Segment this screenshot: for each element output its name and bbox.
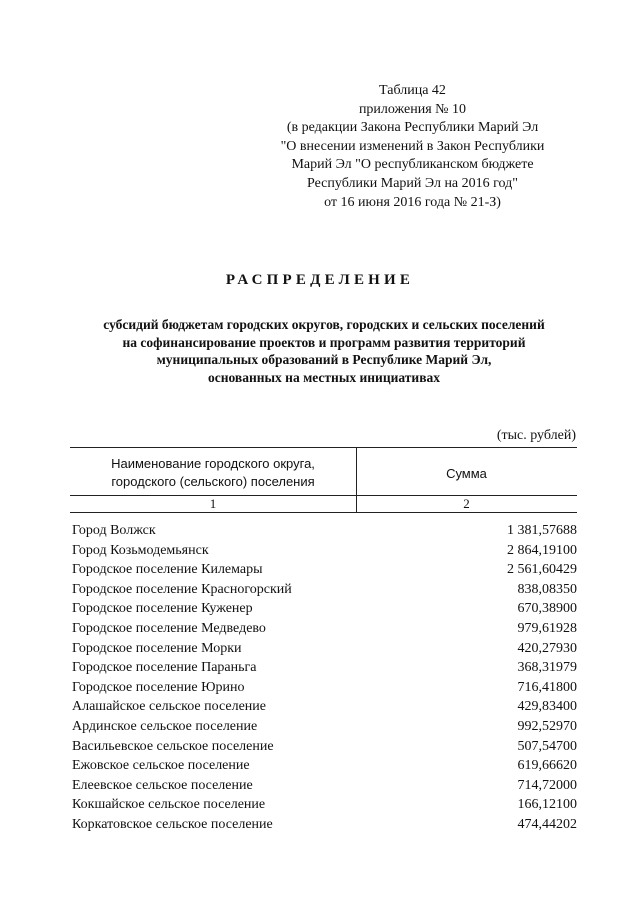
subsidy-amount: 992,52970 [517, 718, 577, 734]
table-row [72, 658, 577, 678]
subsidy-amount: 1 381,57688 [507, 523, 577, 538]
subtitle-line: основанных на местных инициативах [207, 369, 440, 385]
units-label: (тыс. рублей) [496, 428, 576, 443]
table-row [72, 717, 577, 737]
subsidy-amount: 368,31979 [517, 660, 577, 676]
settlement-name: Город Козьмодемьянск [72, 542, 209, 558]
subsidy-amount: 166,12100 [517, 797, 577, 813]
table-top-border [70, 447, 577, 448]
column-header-name [70, 452, 356, 494]
subsidy-amount: 979,61928 [517, 620, 577, 636]
table-number-divider [70, 512, 577, 513]
header-line: Таблица 42 [379, 83, 446, 98]
subsidy-amount: 838,08350 [517, 581, 577, 597]
settlement-name: Городское поселение Медведево [72, 620, 266, 636]
subsidy-amount: 429,83400 [517, 699, 577, 715]
settlement-name: Городское поселение Куженер [72, 601, 253, 617]
header-line: приложения № 10 [358, 101, 467, 117]
header-line: Республики Марий Эл на 2016 год" [307, 175, 518, 191]
table-row [72, 541, 577, 561]
settlement-name: Город Волжск [72, 523, 156, 538]
table-row [72, 776, 577, 796]
table-row [72, 580, 577, 600]
settlement-name: Ежовское сельское поселение [72, 758, 250, 774]
column-header-sum: Сумма [446, 465, 487, 481]
settlement-name: Городское поселение Килемары [72, 562, 263, 578]
subtitle-line: субсидий бюджетам городских округов, городских и сельских поселений [103, 317, 545, 332]
column-number: 2 [463, 496, 470, 511]
settlement-name: Алашайское сельское поселение [72, 699, 266, 715]
subtitle-line: на софинансирование проектов и программ развития территорий [122, 334, 526, 350]
settlement-name: Городское поселение Параньга [72, 660, 257, 676]
header-line: "О внесении изменений в Закон Республики [280, 138, 545, 154]
subsidy-amount: 714,72000 [517, 777, 577, 793]
table-row [72, 560, 577, 580]
settlement-name: Кокшайское сельское поселение [72, 797, 266, 813]
settlement-name: Васильевское сельское поселение [72, 738, 274, 754]
header-line: Марий Эл "О республиканском бюджете [291, 157, 534, 173]
header-line: от 16 июня 2016 года № 21-З) [324, 194, 501, 210]
header-line: (в редакции Закона Республики Марий Эл [286, 120, 539, 136]
subsidy-amount: 507,54700 [517, 738, 577, 754]
settlement-name: Городское поселение Красногорский [72, 581, 292, 597]
column-header-name-line: Наименование городского округа, [111, 456, 315, 471]
subsidy-amount: 420,27930 [517, 640, 577, 656]
settlement-name: Городское поселение Морки [72, 640, 242, 656]
document-title: РАСПРЕДЕЛЕНИЕ [225, 272, 415, 288]
subsidy-amount: 2 864,19100 [507, 542, 577, 558]
subsidy-amount: 716,41800 [517, 679, 577, 695]
table-row [72, 521, 577, 541]
settlement-name: Ардинское сельское поселение [72, 718, 258, 734]
table-row [72, 697, 577, 717]
table-row [72, 678, 577, 698]
document-subtitle [60, 316, 588, 386]
appendix-header [240, 82, 585, 212]
subsidy-amount: 670,38900 [517, 601, 577, 617]
table-row [72, 619, 577, 639]
settlement-name: Елеевское сельское поселение [72, 777, 253, 793]
subtitle-line: муниципальных образований в Республике Марий Эл, [156, 352, 492, 368]
settlement-name: Городское поселение Юрино [72, 679, 245, 695]
subsidy-amount: 619,66620 [517, 758, 577, 774]
table-row [72, 815, 577, 835]
settlement-name: Коркатовское сельское поселение [72, 816, 273, 832]
table-row [72, 737, 577, 757]
table-row [72, 599, 577, 619]
table-row [72, 795, 577, 815]
subsidy-table-body [72, 521, 577, 835]
column-header-name-line: городского (сельского) поселения [111, 474, 315, 489]
column-number: 1 [209, 496, 217, 511]
subsidy-amount: 474,44202 [517, 816, 577, 832]
table-row [72, 756, 577, 776]
subsidy-amount: 2 561,60429 [507, 562, 577, 578]
table-row [72, 639, 577, 659]
